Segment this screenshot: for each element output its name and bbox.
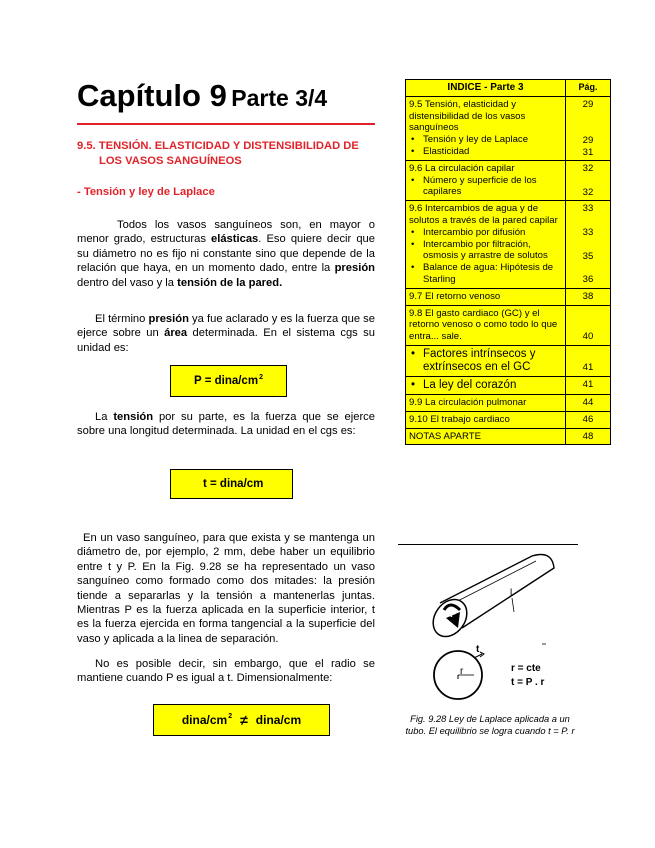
index-row: [406, 394, 611, 411]
chapter-title-main: Capítulo 9: [77, 78, 227, 113]
formula-text: t = dina/cm: [203, 478, 264, 490]
formula-left: dina/cm: [181, 713, 228, 727]
index-row: [406, 305, 611, 345]
index-row: [406, 345, 611, 376]
index-entry-bullet: • Tensión y ley de Laplace: [409, 134, 562, 146]
index-page-number: 32: [582, 186, 594, 198]
index-row-page-cell: [566, 201, 611, 289]
index-row-page-cell: [566, 160, 611, 200]
formula-dimension-inequality: [153, 704, 330, 736]
section-heading: [77, 139, 377, 169]
paragraph-pressure: [77, 312, 375, 355]
index-page-number: 41: [582, 362, 594, 374]
index-row-page-cell: [566, 305, 611, 345]
index-page-number: 35: [582, 250, 594, 262]
index-entry-bullet: • Balance de agua: Hipótesis de Starling: [409, 262, 562, 286]
subsection-heading: - Tensión y ley de Laplace: [77, 186, 215, 198]
index-row: [406, 160, 611, 200]
index-page-number: 41: [582, 378, 594, 390]
index-header-row: [406, 80, 611, 97]
index-row-page-cell: [566, 411, 611, 428]
index-row: [406, 428, 611, 445]
index-row-title-cell: [406, 428, 566, 445]
index-row: [406, 411, 611, 428]
index-entry-bullet: • Número y superficie de los capilares: [409, 175, 562, 199]
text-run: El término: [95, 313, 149, 325]
index-row: [406, 288, 611, 305]
label-t: t: [476, 644, 480, 655]
index-page-number: 36: [582, 274, 594, 286]
index-entry-title: 9.6 La circulación capilar: [409, 162, 515, 174]
label-t-eq: t = P . r: [511, 677, 545, 688]
figure-caption: Fig. 9.28 Ley de Laplace aplicada a un tubo. El equilibrio se logra cuando t = P. r: [405, 714, 575, 736]
paragraph-equilibrium: En un vaso sanguíneo, para que exista y se mantenga un diámetro de, por ejemplo, 2 mm, debe haber un equilibrio entre t y P. En la Fig. 9.28 se ha representado un vaso sanguíneo como formado como dos mitades: la presión tiende a separarlas y la tensión a mantenerlas juntas. Mientras P es la fuerza aplicada en la superficie interior, t es la fuerza ejercida en forma tangencial a la superficie del vaso y aplicada a la linea de separación.: [77, 532, 375, 645]
not-equal-symbol: ≠: [240, 712, 248, 728]
text-run: ya fue aclarado y es la fuerza que se ejerce sobre un: [77, 313, 375, 340]
index-entry-title: 9.5 Tensión, elasticidad y distensibilidad de los vasos sanguíneos: [409, 98, 526, 134]
index-row-title-cell: [406, 394, 566, 411]
index-row-page-cell: [566, 376, 611, 394]
index-row-page-cell: [566, 96, 611, 160]
title-underline: [77, 123, 375, 125]
paragraph-elasticity: [77, 218, 375, 290]
formula-tension-unit: [170, 469, 293, 499]
section-heading-line1: 9.5. TENSIÓN. ELASTICIDAD Y DISTENSIBILIDAD DE: [77, 140, 359, 152]
index-page-number: 38: [582, 290, 594, 302]
index-row-title-cell: [406, 345, 566, 376]
index-page-number: 40: [582, 331, 594, 343]
paragraph-dimensional: No es posible decir, sin embargo, que el radio se mantiene cuando P es igual a t. Dimensionalmente:: [77, 658, 375, 685]
index-entry-bullet: • Factores intrínsecos y extrínsecos en el GC: [409, 348, 562, 374]
index-page-number: 33: [582, 203, 594, 215]
text-run: determinada. En el sistema cgs su unidad es:: [77, 327, 375, 354]
index-entry-title: 9.7 El retorno venoso: [409, 290, 501, 302]
chapter-title-part: Parte 3/4: [231, 85, 328, 111]
index-page-number: 48: [582, 430, 594, 442]
index-row-page-cell: [566, 288, 611, 305]
index-header-page: Pág.: [566, 80, 611, 97]
index-entry-bullet: • La ley del corazón: [409, 379, 562, 392]
paragraph-tension: [77, 410, 375, 439]
index-row-title-cell: [406, 160, 566, 200]
index-row-title-cell: [406, 411, 566, 428]
laplace-tube-figure: [400, 548, 580, 708]
index-entry-title: 9.8 El gasto cardiaco (GC) y el retorno venoso o como todo lo que entra... sale.: [409, 307, 558, 343]
bold-term: tensión: [113, 411, 154, 423]
formula-right: dina/cm: [255, 713, 302, 727]
index-body: [406, 96, 611, 445]
index-table: [405, 79, 611, 445]
index-entry-bullet: • Intercambio por filtración, osmosis y arrastre de solutos: [409, 239, 562, 263]
formula-exponent: 2: [259, 373, 263, 381]
label-r-cte: r = cte: [511, 663, 541, 674]
index-row-page-cell: [566, 345, 611, 376]
length-tick: [512, 598, 514, 612]
text-run: por su parte, es la fuerza que se ejerce sobre una longitud determinada. La unidad en el cgs es:: [77, 411, 375, 438]
index-entry-title: 9.9 La circulación pulmonar: [409, 396, 527, 408]
bold-term: presión: [148, 313, 189, 325]
index-entry-title: 9.10 El trabajo cardiaco: [409, 413, 510, 425]
index-header: INDICE - Parte 3: [406, 80, 566, 97]
index-entry-bullet: • Intercambio por difusión: [409, 227, 562, 239]
formula-pressure-unit: [170, 365, 287, 397]
index-page-number: 46: [582, 413, 594, 425]
index-row-title-cell: [406, 305, 566, 345]
bold-term: presión: [334, 262, 375, 275]
index-page-number: 32: [582, 162, 594, 174]
index-page-number: 29: [582, 134, 594, 146]
index-entry-bullet: • Elasticidad: [409, 146, 562, 158]
index-row: [406, 96, 611, 160]
index-row-page-cell: [566, 428, 611, 445]
label-r: r: [460, 666, 464, 677]
formula-text: P = dina/cm: [194, 375, 259, 387]
index-row-page-cell: [566, 394, 611, 411]
bold-term: elásticas: [211, 233, 259, 246]
section-heading-line2: LOS VASOS SANGUÍNEOS: [99, 155, 242, 167]
label-P: P: [450, 609, 457, 620]
text-run: dentro del vaso y la: [77, 276, 178, 289]
index-row-title-cell: [406, 201, 566, 289]
index-page-number: 33: [582, 227, 594, 239]
bold-term: área: [164, 327, 188, 340]
chapter-title: [77, 78, 327, 114]
index-row: [406, 376, 611, 394]
index-page-number: 29: [582, 98, 594, 110]
text-run: Todos los vasos sanguíneos son, en mayor o menor grado, estructuras: [77, 219, 375, 246]
label-l: l: [510, 588, 513, 599]
index-page-number: 31: [582, 146, 594, 158]
index-row-title-cell: [406, 96, 566, 160]
bold-term: tensión de la pared.: [177, 276, 283, 289]
index-page-number: 44: [582, 396, 594, 408]
index-row-title-cell: [406, 376, 566, 394]
formula-exponent: 2: [228, 712, 233, 720]
index-row-title-cell: [406, 288, 566, 305]
index-entry-title: NOTAS APARTE: [409, 430, 481, 442]
figure-top-rule: [398, 544, 578, 545]
text-run: La: [95, 411, 114, 423]
index-row: [406, 201, 611, 289]
index-entry-title: 9.6 Intercambios de agua y de solutos a través de la pared capilar: [409, 203, 558, 226]
text-run: . Eso quiere decir que su diámetro no es fijo ni constante sino que depende de la relación que haya, en un momento dado, entre la: [77, 233, 375, 275]
